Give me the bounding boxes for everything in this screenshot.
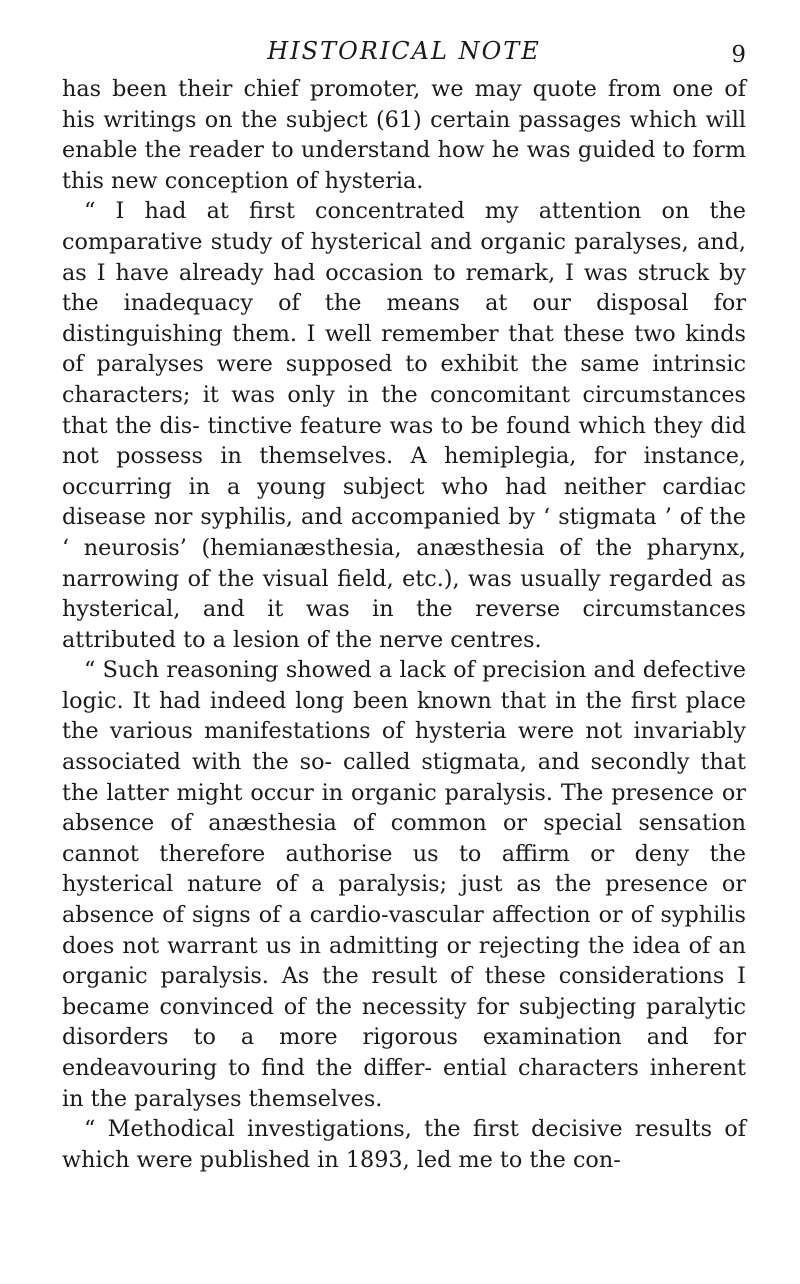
paragraph-quote-1: “ I had at first concentrated my attention on the comparative study of hysterical and organic paralyses, and, as I have already had occasion to remark, I was struck by the inadequacy of the means at our disposal for distinguishing them. I well remember that these two kinds of paralyses were supposed to exhibit the same intrinsic characters; it was only in the concomitant circumstances that the dis- tinctive feature was to be found which they did not possess in themselves. A hemiplegia, for instance, occurring in a young subject who had neither cardiac disease nor syphilis, and accompanied by ‘ stigmata ’ of the ‘ neurosis’ (hemianæsthesia, anæsthesia of the pharynx, narrowing of the visual field, etc.), was usually regarded as hysterical, and it was in the reverse circumstances attributed to a lesion of the nerve centres.: [62, 198, 746, 653]
body-text: [62, 74, 746, 1175]
paragraph-continuation: has been their chief promoter, we may quote from one of his writings on the subject (61) certain passages which will enable the reader to understand how he was guided to form this new conception of hysteria.: [62, 76, 746, 194]
book-page: [62, 34, 746, 1175]
paragraph-quote-3: “ Methodical investigations, the first decisive results of which were published in 1893, led me to the con-: [62, 1116, 746, 1173]
page-number: 9: [731, 42, 746, 68]
running-header: [62, 34, 746, 74]
running-title: HISTORICAL NOTE: [267, 37, 541, 65]
paragraph-quote-2: “ Such reasoning showed a lack of precision and defective logic. It had indeed long been known that in the first place the various manifestations of hysteria were not invariably associated with the so- called stigmata, and secondly that the latter might occur in organic paralysis. The presence or absence of anæsthesia of common or special sensation cannot therefore authorise us to affirm or deny the hysterical nature of a paralysis; just as the presence or absence of signs of a cardio-vascular affection or of syphilis does not warrant us in admitting or rejecting the idea of an organic paralysis. As the result of these considerations I became convinced of the necessity for subjecting paralytic disorders to a more rigorous examination and for endeavouring to find the differ- ential characters inherent in the paralyses themselves.: [62, 657, 746, 1112]
